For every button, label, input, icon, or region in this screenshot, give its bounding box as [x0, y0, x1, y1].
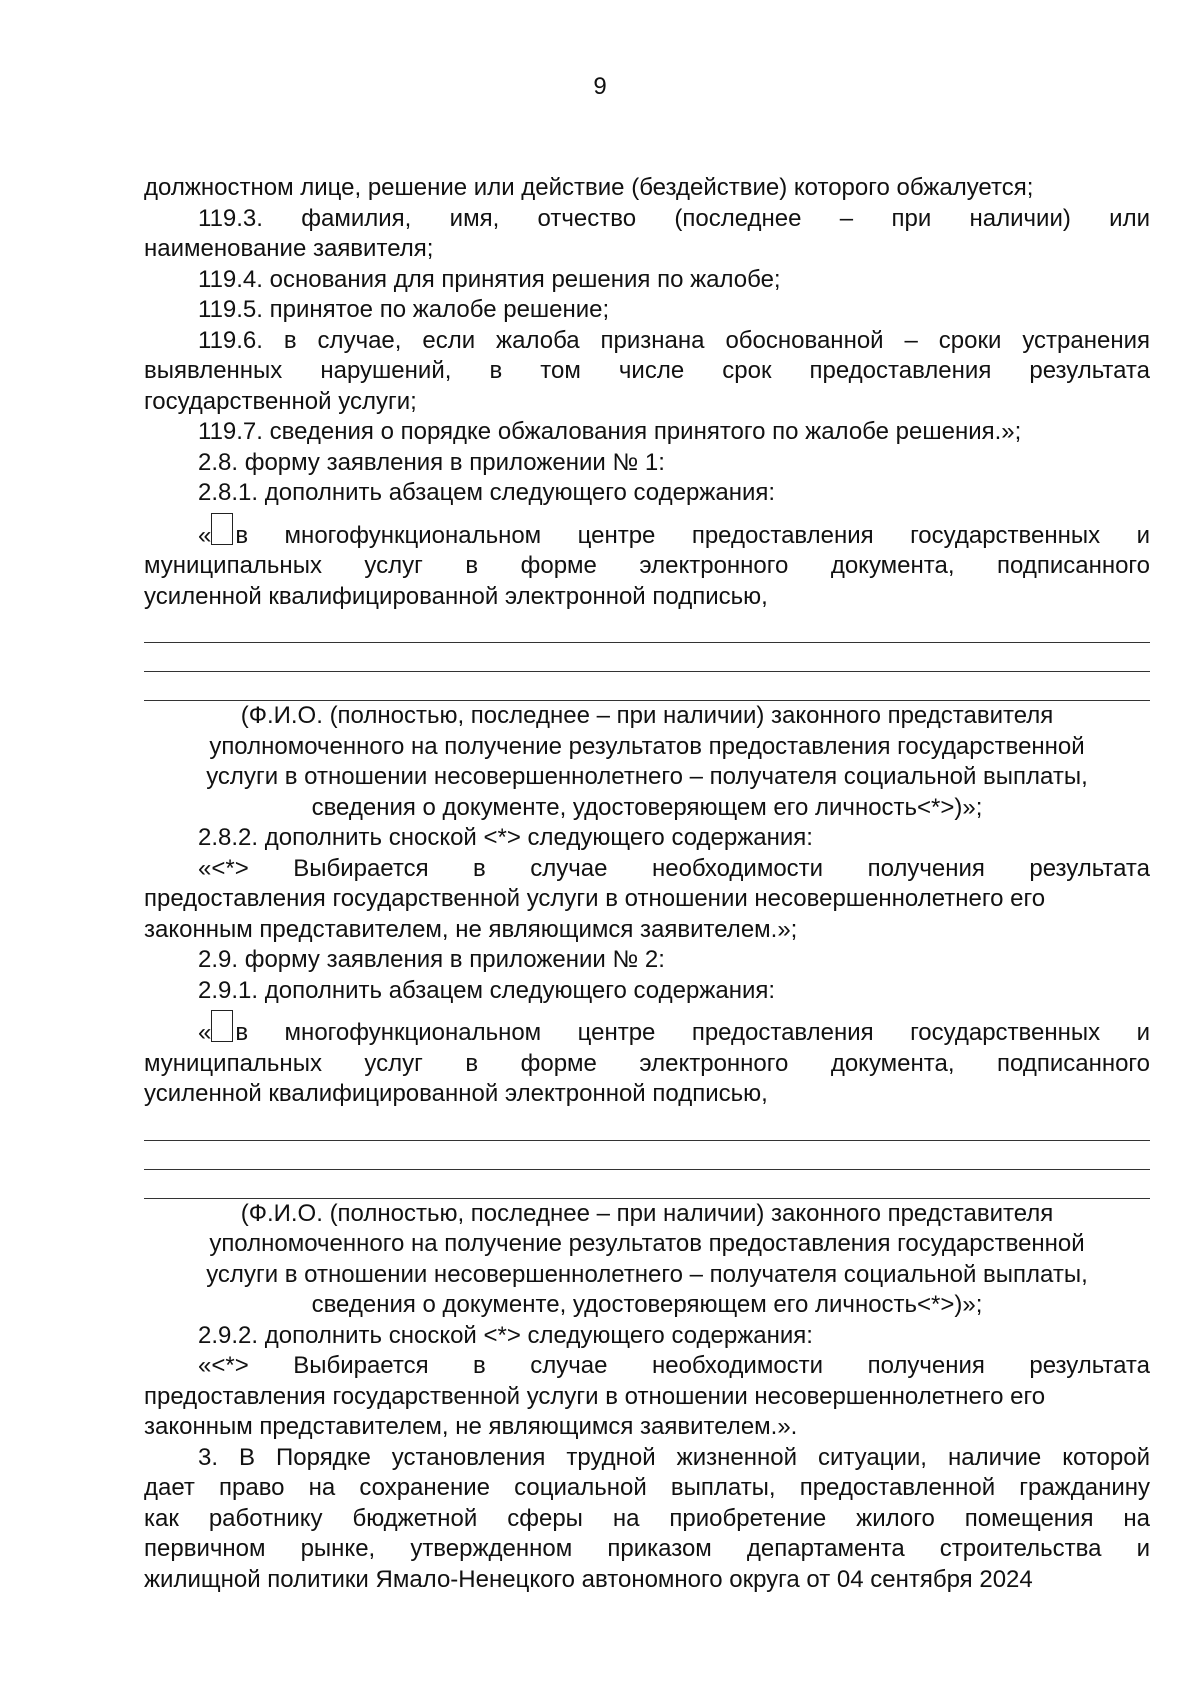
caption-line: услуги в отношении несовершеннолетнего – получателя социальной выплаты,: [206, 1260, 1088, 1288]
blank-line: [144, 672, 1150, 701]
paragraph-line: 119.3. фамилия, имя, отчество (последнее – при наличии) или: [198, 204, 1150, 232]
caption-line: сведения о документе, удостоверяющем его личность<*>)»;: [311, 1291, 983, 1318]
checkbox-icon[interactable]: [211, 1010, 233, 1042]
checkbox-icon[interactable]: [211, 513, 233, 545]
paragraph-line: предоставления государственной услуги в отношении несовершеннолетнего его: [144, 885, 1046, 912]
paragraph-line: законным представителем, не являющимся заявителем.»;: [144, 915, 798, 943]
paragraph-line: 3. В Порядке установления трудной жизненной ситуации, наличие которой: [198, 1443, 1150, 1471]
paragraph-line: 119.7. сведения о порядке обжалования принятого по жалобе решения.»;: [198, 418, 1022, 445]
paragraph-line: муниципальных услуг в форме электронного документа, подписанного: [144, 552, 1150, 579]
blank-line: [144, 1170, 1150, 1199]
paragraph-line: 2.9. форму заявления в приложении № 2:: [198, 946, 665, 973]
paragraph-line: жилищной политики Ямало-Ненецкого автономного округа от 04 сентября 2024: [144, 1565, 1033, 1593]
paragraph-line: 2.9.1. дополнить абзацем следующего содержания:: [198, 976, 776, 1004]
paragraph-line: выявленных нарушений, в том числе срок предоставления результата: [144, 357, 1150, 384]
blank-line: [144, 614, 1150, 643]
paragraph-line: 2.8.2. дополнить сноской <*> следующего содержания:: [198, 824, 813, 851]
paragraph-line: «<*> Выбирается в случае необходимости получения результата: [198, 854, 1150, 882]
document-body: [144, 173, 1150, 1595]
paragraph-line: предоставления государственной услуги в отношении несовершеннолетнего его: [144, 1382, 1046, 1410]
paragraph-line: 2.8.1. дополнить абзацем следующего содержания:: [198, 479, 776, 506]
paragraph-line: наименование заявителя;: [144, 235, 434, 262]
paragraph-line: «<*> Выбирается в случае необходимости получения результата: [198, 1352, 1150, 1379]
blank-line: [144, 643, 1150, 672]
caption-line: уполномоченного на получение результатов предоставления государственной: [209, 1230, 1085, 1257]
paragraph-line: усиленной квалифицированной электронной подписью,: [144, 582, 768, 610]
paragraph-line: законным представителем, не являющимся заявителем.».: [144, 1413, 798, 1440]
paragraph-line: 119.4. основания для принятия решения по жалобе;: [198, 265, 781, 293]
paragraph-line: дает право на сохранение социальной выплаты, предоставленной гражданину: [144, 1474, 1150, 1501]
paragraph-line: 2.9.2. дополнить сноской <*> следующего содержания:: [198, 1321, 813, 1349]
blank-line: [144, 1141, 1150, 1170]
caption-line: (Ф.И.О. (полностью, последнее – при наличии) законного представителя: [240, 702, 1054, 729]
paragraph-line: 119.5. принятое по жалобе решение;: [198, 296, 610, 323]
paragraph-line: первичном рынке, утвержденном приказом департамента строительства и: [144, 1535, 1150, 1562]
caption-line: (Ф.И.О. (полностью, последнее – при наличии) законного представителя: [240, 1199, 1054, 1227]
paragraph-line: должностном лице, решение или действие (бездействие) которого обжалуется;: [144, 174, 1034, 201]
paragraph-line: муниципальных услуг в форме электронного документа, подписанного: [144, 1049, 1150, 1077]
page-number: 9: [593, 73, 607, 100]
form-option-line: « в многофункциональном центре предоставления государственных и: [144, 513, 1150, 552]
paragraph-line: государственной услуги;: [144, 387, 417, 415]
paragraph-line: как работнику бюджетной сферы на приобретение жилого помещения на: [144, 1504, 1150, 1532]
form-option-line: « в многофункциональном центре предоставления государственных и: [144, 1010, 1150, 1049]
blank-line: [144, 1112, 1150, 1141]
paragraph-line: 119.6. в случае, если жалоба признана обоснованной – сроки устранения: [198, 326, 1150, 354]
paragraph-line: 2.8. форму заявления в приложении № 1:: [198, 448, 665, 476]
caption-line: уполномоченного на получение результатов предоставления государственной: [209, 732, 1085, 760]
caption-line: сведения о документе, удостоверяющем его личность<*>)»;: [311, 793, 983, 821]
paragraph-line: усиленной квалифицированной электронной подписью,: [144, 1080, 768, 1107]
caption-line: услуги в отношении несовершеннолетнего – получателя социальной выплаты,: [206, 763, 1088, 790]
